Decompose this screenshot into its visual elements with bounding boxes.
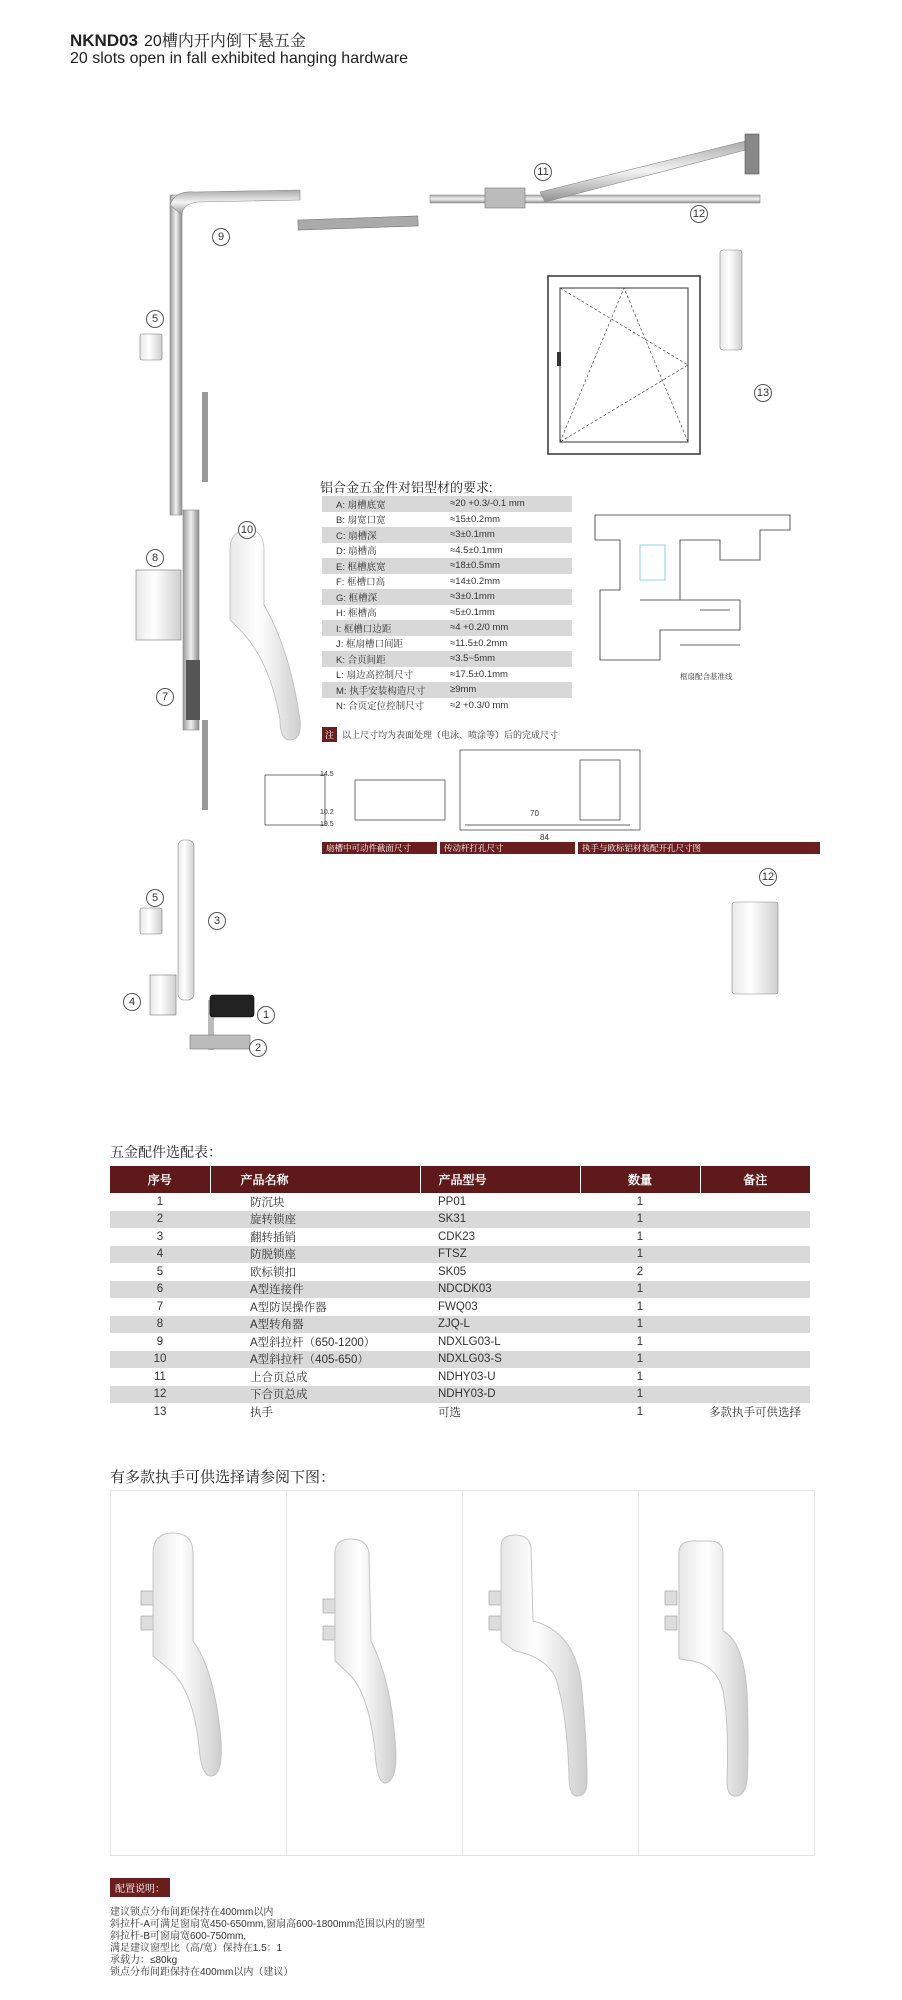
spec-row [322,558,572,574]
handle-image [463,1491,638,1855]
cell: 执手 [250,1406,273,1419]
selection-table [110,1166,810,1421]
caption-handle-holes: 执手与欧标铝材装配开孔尺寸图 [578,842,820,854]
cell: ≈3±0.1mm [450,529,495,541]
lower-hinge [732,902,778,994]
dim-10-2: 10.2 [320,809,334,816]
anti-drop-block [210,995,254,1017]
spec-row [322,496,572,512]
table-row [110,1403,810,1421]
upper-hinge [720,250,742,350]
cell [700,1281,810,1299]
cell: K: 合页间距 [336,654,386,666]
callout-11: 13 [754,384,772,402]
table-row [110,1263,810,1281]
cell [700,1228,810,1246]
dim-84: 84 [540,833,549,842]
cell: 11 [154,1370,166,1383]
cell: ≥9mm [450,684,477,696]
cell: 可选 [438,1406,461,1419]
cell [700,1368,810,1386]
cell: A: 扇槽底宽 [336,499,386,511]
requirements-table [322,496,572,713]
spec-row [322,574,572,590]
callout-1: 1 [257,1006,275,1024]
cell: 防脱锁座 [210,1246,420,1264]
table-row [110,1211,810,1229]
cell: 9 [156,1335,164,1348]
cell: 1 [580,1281,700,1299]
cell [700,1211,810,1229]
cell: 1 [580,1386,700,1404]
callout-8: 9 [212,228,230,246]
dim-19-5: 19.5 [320,821,334,828]
callout-5-top: 5 [146,310,164,328]
spec-row [322,512,572,528]
cell: ZJQ-L [420,1316,580,1334]
table-row [110,1298,810,1316]
keeper-bottom [140,908,162,934]
title-en: 20 slots open in fall exhibited hanging hardware [70,50,409,67]
cell: ≈5±0.1mm [450,606,495,618]
cell: 1 [636,1335,644,1348]
cell: F: 框槽口高 [336,577,386,589]
col-header: 产品型号 [420,1166,580,1193]
cell: ≈3.5~5mm [450,653,496,665]
cell: 1 [580,1246,700,1264]
dim-70: 70 [530,809,539,818]
cell: 1 [636,1195,644,1208]
cell: E: 框槽底宽 [336,561,386,573]
profile-cross-section [595,515,790,660]
callout-7: 8 [146,549,164,567]
cell: G: 框槽深 [336,592,378,604]
spec-row [322,605,572,621]
cell: 下合页总成 [210,1386,420,1404]
table-row [110,1333,810,1351]
handle-option [110,1490,287,1856]
cell: H: 框槽高 [336,608,377,620]
cell: 2 [636,1265,644,1278]
table-row [110,1246,810,1264]
cell: 旋转锁座 [210,1211,420,1229]
cell: CDK23 [438,1230,476,1243]
cell: A型转角器 [210,1316,420,1334]
col-header: 序号 [110,1166,210,1193]
col-header: 备注 [700,1166,810,1193]
stay-arm [430,134,760,208]
handles-title: 有多款执手可供选择请参阅下图： [110,1469,336,1486]
cell: ≈4.5±0.1mm [450,544,503,556]
cell: A型连接件 [210,1281,420,1299]
cell: A型斜拉杆（405-650） [210,1351,420,1369]
table-row [110,1368,810,1386]
cell: B: 扇宽口宽 [336,515,386,527]
corner-drive [170,190,300,515]
cell: NDXLG03-S [420,1351,580,1369]
requirements-note [322,727,558,742]
cell: 1 [580,1316,700,1334]
selection-title: 五金配件选配表： [110,1144,222,1160]
cell: 8 [110,1316,210,1334]
cell [700,1193,810,1211]
cell: ≈2 +0.3/0 mm [450,699,509,711]
cell [700,1263,810,1281]
table-row [110,1386,810,1404]
caption-sash-section: 扇槽中可动件截面尺寸 [322,842,437,854]
window-sketch [548,276,700,454]
cell: A型斜拉杆（650-1200） [250,1336,376,1349]
cell: ≈20 +0.3/-0.1 mm [450,498,525,510]
cell: M: 执手安装构造尺寸 [336,685,426,697]
requirements-title: 铝合金五金件对铝型材的要求: [320,480,493,495]
cell: 12 [110,1386,210,1404]
anti-lift-keeper [150,975,176,1015]
base-line-label: 框扇配合基准线 [680,672,733,681]
cell: 3 [156,1230,164,1243]
col-header: 数量 [580,1166,700,1193]
spec-row [322,589,572,605]
table-row [110,1316,810,1334]
spec-row [322,698,572,714]
cell: 5 [156,1265,164,1278]
cell [700,1246,810,1264]
drive-bar-horizontal [298,216,418,230]
callout-12: 12 [759,868,777,886]
cell: ≈15±0.2mm [450,513,501,525]
cell [700,1386,810,1404]
cell: 1 [580,1211,700,1229]
cell [700,1351,810,1369]
cell: 1 [156,1195,164,1208]
cell: I: 框槽口边距 [336,623,392,635]
cell: 7 [156,1300,164,1313]
handle-gallery [110,1490,812,1856]
spec-row [322,527,572,543]
cell: C: 扇槽深 [336,530,377,542]
cell: NDHY03-U [438,1370,496,1383]
cell: 翻转插销 [250,1231,296,1244]
config-line: 锁点分布间距保持在400mm以内（建议） [110,1967,294,1978]
cell: N: 合页定位控制尺寸 [336,701,425,713]
cell: ≈3±0.1mm [450,591,495,603]
table-row [110,1228,810,1246]
col-header: 产品名称 [210,1166,420,1193]
config-line: 满足建议窗型比（高/宽）保持在1.5：1 [110,1943,283,1954]
cell: ≈17.5±0.1mm [450,668,508,680]
spec-row [322,682,572,698]
spec-row [322,667,572,683]
tilt-pin-assembly [178,840,194,1000]
handle-image [639,1491,814,1855]
cell: 4 [110,1246,210,1264]
callout-4: 4 [123,993,141,1011]
cell: 1 [636,1230,644,1243]
cell: 1 [636,1370,644,1383]
cell: D: 扇槽高 [336,546,377,558]
cell: A型防误操作器 [250,1301,327,1314]
cell: FWQ03 [438,1300,478,1313]
cell: PP01 [438,1195,467,1208]
cell: ≈18±0.5mm [450,560,501,572]
cell: SK05 [438,1265,467,1278]
cell: 1 [580,1351,700,1369]
drive-bar-upper [202,392,208,482]
cell [700,1316,810,1334]
cell: 6 [110,1281,210,1299]
config-line: 承载力：≤80kg [110,1955,178,1966]
drive-bar-lower [202,720,208,810]
spec-row [322,651,572,667]
cell: 13 [153,1405,167,1418]
callout-3: 3 [208,912,226,930]
callout-10: 12 [690,205,708,223]
cell: SK31 [420,1211,580,1229]
callout-9: 11 [534,163,552,181]
keeper-top [140,334,162,360]
cell: 防沉块 [250,1196,285,1209]
callout-2: 2 [249,1039,267,1057]
cell: 2 [110,1211,210,1229]
handle-option [287,1490,463,1856]
model-code: NKND03 [70,31,139,50]
cell: L: 扇边高控制尺寸 [336,670,414,682]
caption-rod-holes: 传动杆打孔尺寸 [440,842,575,854]
handle-image [111,1491,286,1855]
cell: ≈11.5±0.2mm [450,637,508,649]
table-row [110,1193,810,1211]
cell: ≈14±0.2mm [450,575,501,587]
spec-row [322,620,572,636]
table-row [110,1281,810,1299]
cell: J: 框扇槽口间距 [336,639,404,651]
handle-image [287,1491,462,1855]
title-cn: 20槽内开内倒下悬五金 [144,33,306,50]
spec-row [322,636,572,652]
cell: FTSZ [420,1246,580,1264]
dimension-drawings [265,750,640,830]
handle-13 [230,530,300,740]
config-notes [110,1878,425,1979]
cell: 多款执手可供选择 [709,1406,801,1419]
dim-14-5: 14.5 [320,771,334,778]
rotary-lock-seat [190,1035,250,1049]
spec-row [322,543,572,559]
callout-6: 7 [156,688,174,706]
cell: NDXLG03-L [438,1335,501,1348]
cell: 1 [636,1300,644,1313]
cell: 10 [110,1351,210,1369]
cell: 欧标锁扣 [250,1266,296,1279]
callout-13: 10 [238,521,256,539]
cell: NDCDK03 [420,1281,580,1299]
note-text: 以上尺寸均为表面处理（电泳、喷涂等）后的完成尺寸 [342,730,559,740]
cell [700,1298,810,1316]
table-row [110,1351,810,1369]
cell [700,1333,810,1351]
callout-5-bottom: 5 [146,889,164,907]
config-tag: 配置说明： [110,1878,170,1897]
cell: 上合页总成 [250,1371,308,1384]
cell: ≈4 +0.2/0 mm [450,622,509,634]
handle-option [463,1490,639,1856]
config-line: 斜拉杆-B可窗扇宽600-750mm, [110,1931,247,1942]
config-line: 斜拉杆-A可满足窗扇宽450-650mm,窗扇高600-1800mm范围以内的窗型 [110,1919,426,1930]
cell: 1 [636,1405,644,1418]
handle-option [639,1490,815,1856]
note-tag: 注 [322,727,337,742]
cell: NDHY03-D [420,1386,580,1404]
config-line: 建议锁点分布间距保持在400mm以内 [110,1907,274,1918]
page-header [70,28,409,67]
